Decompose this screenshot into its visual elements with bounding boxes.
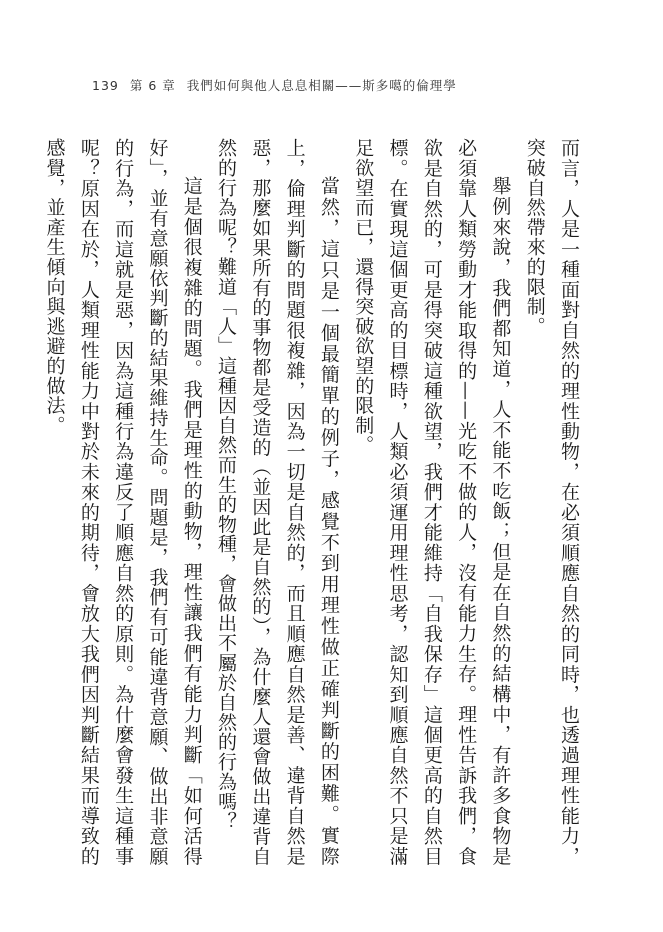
chapter-title: 我們如何與他人息息相關——斯多噶的倫理學 [186,78,457,93]
paragraph: 當然，這只是一個最簡單的例子，感覺不到用理性做正確判斷的困難。實際上，倫理判斷的問題很複雜，因為一切是自然的，而且順應自然是善、違背自然是惡，那麼如果所有的事物都是受造的（並因此是自然的），為什麼人還會做出違背自然的行為呢？難道「人」這種因自然而生的物種，會做出不屬於自然的行為嗎？ [215,138,340,866]
running-header [92,76,463,94]
page-number: 139 [92,78,119,93]
paragraph: 這是個很複雜的問題。我們是理性的動物，理性讓我們有能力判斷「如何活得好」，並有意願依判斷的結果維持生命。問題是，我們有可能違背意願、做出非意願的行為，而這就是惡，因為這種行為違反了順應自然的原則。為什麼會發生這種事呢？原因在於，人類理性能力中對於未來的期待，會放大我們因判斷結果而導致的感覺，並產生傾向與逃避的做法。 [43,138,203,866]
paragraph: 而言，人是一種面對自然的理性動物，在必須順應自然的同時，也透過理性能力，突破自然帶來的限制。 [523,138,580,866]
chapter-label: 第 6 章 [129,78,176,93]
paragraph: 舉例來說，我們都知道，人不能不吃飯；但是在自然的結構中，有許多食物是必須靠人類勞動才能取得的——光吃不做的人，沒有能力生存。理性告訴我們，食欲是自然的，可是得突破這種欲望，我們才能維持「自我保存」這個更高的自然目標。在實現這個更高的目標時，人類必須運用理性思考，認知到順應自然不只是滿足欲望而已，還得突破欲望的限制。 [352,138,512,866]
body-text [43,138,586,866]
